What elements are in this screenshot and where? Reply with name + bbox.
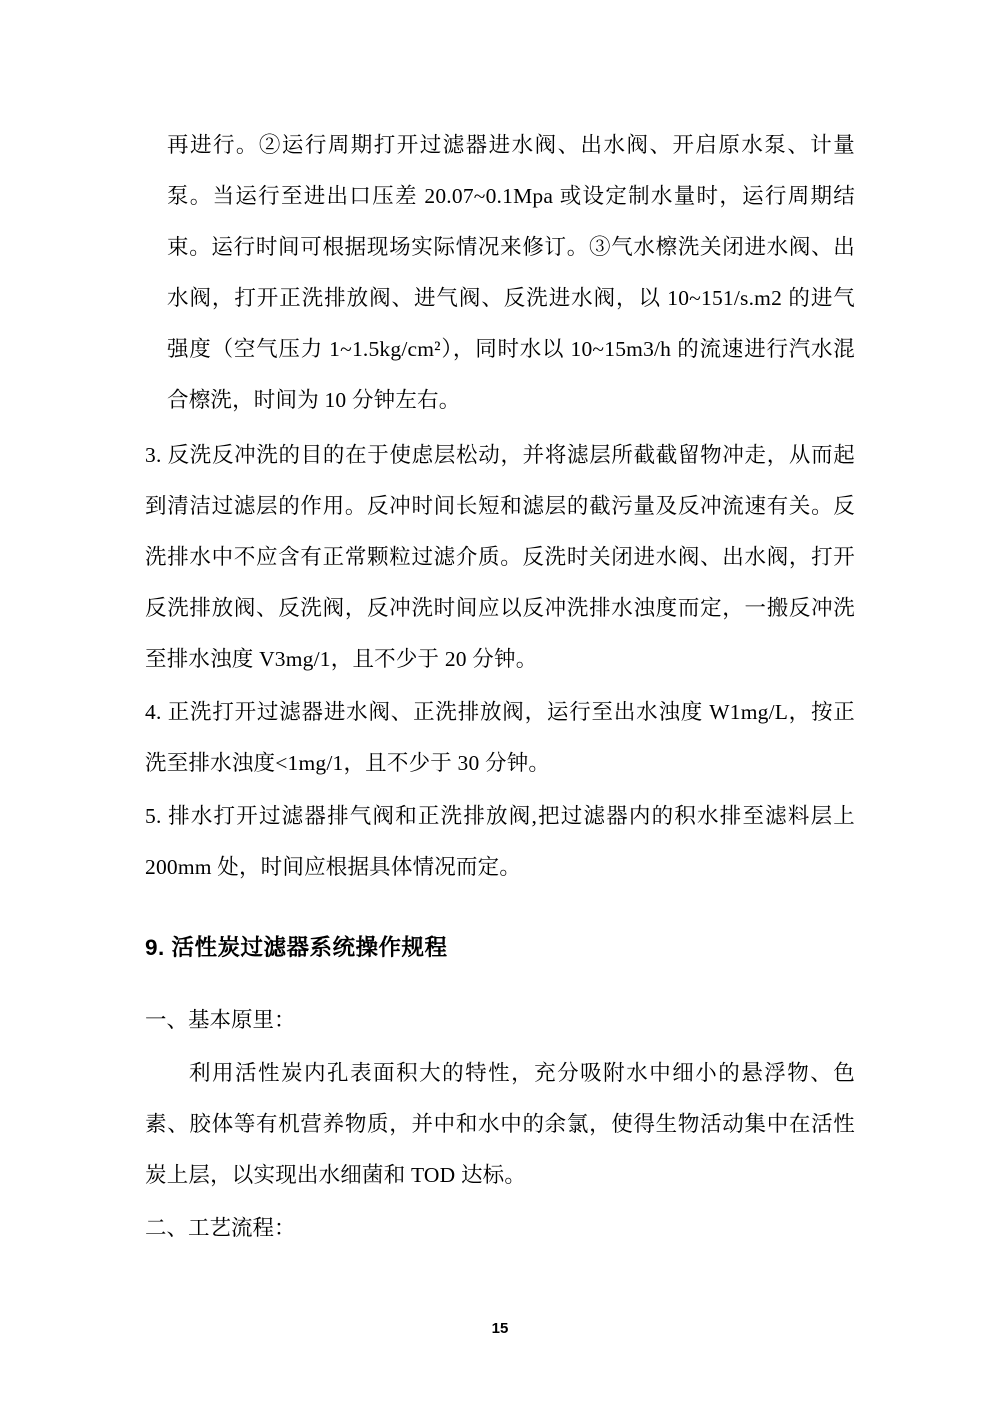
- section-heading: 9. 活性炭过滤器系统操作规程: [145, 935, 448, 960]
- paragraph-3: 4. 正洗打开过滤器进水阀、正洗排放阀，运行至出水浊度 W1mg/L，按正洗至排水浊度<1mg/1，且不少于 30 分钟。: [145, 700, 855, 775]
- paragraph-block-continued: [167, 120, 855, 426]
- subsection-label-one: 一、基本原里：: [145, 1008, 296, 1032]
- paragraph-1: 再进行。②运行周期打开过滤器进水阀、出水阀、开启原水泵、计量泵。当运行至进出口压差 20.07~0.1Mpa 或设定制水量时，运行周期结束。运行时间可根据现场实际情况来修订。③气水檫洗关闭进水阀、出水阀，打开正洗排放阀、进气阀、反洗进水阀，以 10~151/s.m2 的进气强度（空气压力 1~1.5kg/cm²），同时水以 10~15m3/h 的流速进行汽水混合檫洗，时间为 10 分钟左右。: [167, 133, 855, 412]
- page-number: 15: [491, 1320, 509, 1337]
- paragraph-4: 5. 排水打开过滤器排气阀和正洗排放阀,把过滤器内的积水排至滤料层上 200mm 处，时间应根据具体情况而定。: [145, 804, 855, 879]
- document-content: [145, 120, 855, 1254]
- subsection-label-two: 二、工艺流程：: [145, 1216, 296, 1240]
- subsection-body-one: 利用活性炭内孔表面积大的特性，充分吸附水中细小的悬浮物、色素、胶体等有机营养物质，并中和水中的余氯，使得生物活动集中在活性炭上层，以实现出水细菌和 TOD 达标。: [145, 1061, 855, 1187]
- paragraph-2: 3. 反洗反冲洗的目的在于使虑层松动，并将滤层所截截留物冲走，从而起到清洁过滤层的作用。反冲时间长短和滤层的截污量及反冲流速有关。反洗排水中不应含有正常颗粒过滤介质。反洗时关闭进水阀、出水阀，打开反洗排放阀、反洗阀，反冲洗时间应以反冲洗排水浊度而定，一搬反冲洗至排水浊度 V3mg/1，且不少于 20 分钟。: [145, 443, 855, 671]
